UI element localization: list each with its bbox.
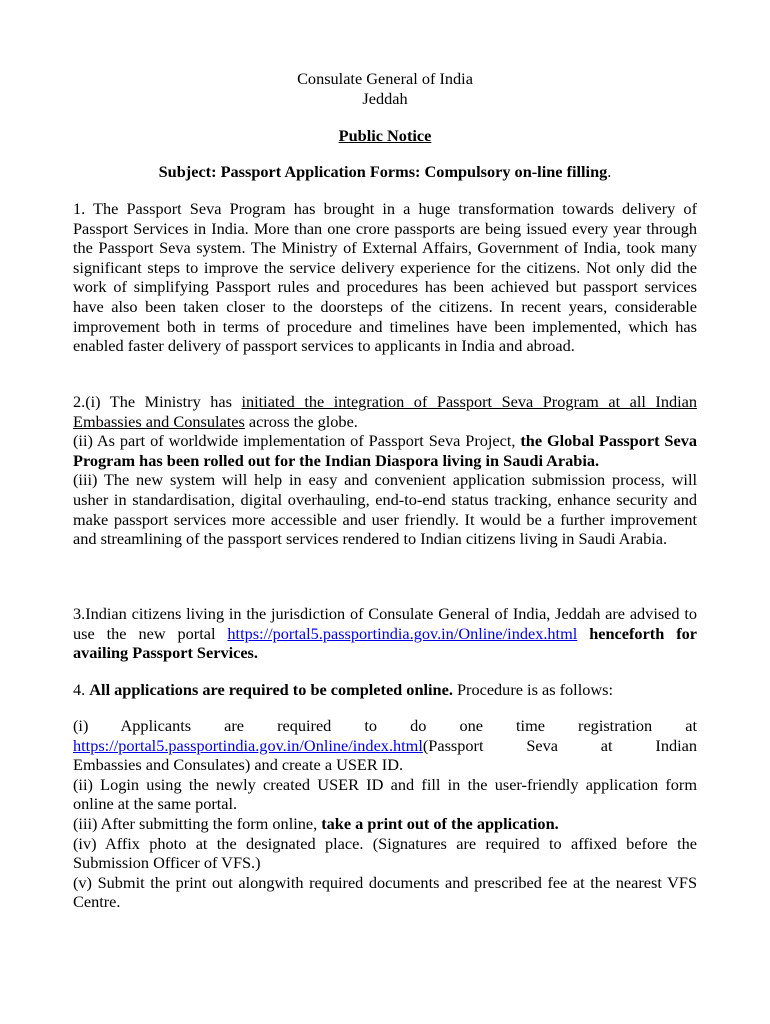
step-iii-bold: take a print out of the application.	[321, 813, 559, 833]
paragraph-4-bold: All applications are required to be completed online.	[89, 680, 453, 699]
consulate-name: Consulate General of India	[297, 69, 473, 88]
letterhead	[73, 69, 697, 108]
step-iii-prefix: (iii) After submitting the form online,	[73, 813, 322, 833]
paragraph-4	[73, 680, 697, 700]
paragraph-2-ii-prefix: (ii) As part of worldwide implementation of Passport Seva Project,	[73, 431, 521, 451]
registration-link[interactable]: https://portal5.passportindia.gov.in/Online/index.html	[73, 735, 423, 755]
step-ii: (ii) Login using the newly created USER ID and fill in the user-friendly application form online at the same portal.	[73, 774, 697, 814]
paragraph-3-prefix: 3.Indian citizens living in the jurisdiction of Consulate General of India, Jeddah are advised to use the new portal	[73, 604, 697, 643]
notice-title: Public Notice	[338, 126, 432, 145]
procedure-steps	[73, 716, 697, 912]
subject-text: Subject: Passport Application Forms: Compulsory on-line filling	[158, 162, 608, 181]
city-name: Jeddah	[362, 88, 408, 108]
paragraph-4-rest: Procedure is as follows:	[452, 680, 613, 699]
step-i-after-link: (Passport Seva at Indian	[422, 735, 697, 755]
paragraph-4-number: 4.	[73, 680, 90, 699]
paragraph-2-i-underlined: initiated the integration of Passport Seva Program at all Indian Embassies and Consulates	[73, 392, 697, 431]
notice-title-block	[73, 126, 697, 146]
step-iv: (iv) Affix photo at the designated place. (Signatures are required to affixed before the Submission Officer of VFS.)	[73, 833, 697, 873]
paragraph-2	[73, 392, 697, 549]
paragraph-2-i	[73, 392, 697, 431]
portal-link[interactable]: https://portal5.passportindia.gov.in/Online/index.html	[227, 623, 578, 643]
step-i-line3: Embassies and Consulates) and create a USER ID.	[73, 755, 404, 775]
paragraph-2-ii	[73, 431, 697, 470]
paragraph-2-ii-bold: the Global Passport Seva Program has been rolled out for the Indian Diaspora living in Saudi Arabia.	[73, 431, 697, 470]
paragraph-1	[73, 199, 697, 356]
step-iii	[73, 814, 697, 834]
subject-period: .	[607, 162, 612, 181]
paragraph-1-text: 1. The Passport Seva Program has brought in a huge transformation towards delivery of Passport Services in India. More than one crore passports are being issued every year through the Passport Seva system. The Ministry of External Affairs, Government of India, took many significant steps to improve the service delivery experience for the citizens. Not only did the work of simplifying Passport rules and procedures has been achieved but passport services have also been taken closer to the doorsteps of the citizens. In recent years, considerable improvement both in terms of procedure and timelines have been implemented, which has enabled faster delivery of passport services to applicants in India and abroad.	[73, 199, 697, 356]
step-i-line2	[73, 736, 697, 756]
paragraph-3-text	[73, 604, 697, 663]
paragraph-2-i-prefix: 2.(i) The Ministry has	[73, 392, 242, 411]
step-i-line1: (i) Applicants are required to do one time registration at	[73, 716, 697, 735]
paragraph-3-bold: henceforth for availing Passport Services.	[73, 623, 697, 663]
paragraph-3	[73, 604, 697, 663]
step-v: (v) Submit the print out alongwith required documents and prescribed fee at the nearest VFS Centre.	[73, 872, 697, 912]
paragraph-2-iii: (iii) The new system will help in easy and convenient application submission process, will usher in standardisation, digital overhauling, end-to-end status tracking, enhance security and make passport services more accessible and user friendly. It would be a further improvement and streamlining of the passport services rendered to Indian citizens living in Saudi Arabia.	[73, 470, 697, 549]
paragraph-2-i-suffix: across the globe.	[244, 411, 358, 431]
subject-line	[73, 162, 697, 182]
paragraph-4-text	[73, 680, 697, 700]
